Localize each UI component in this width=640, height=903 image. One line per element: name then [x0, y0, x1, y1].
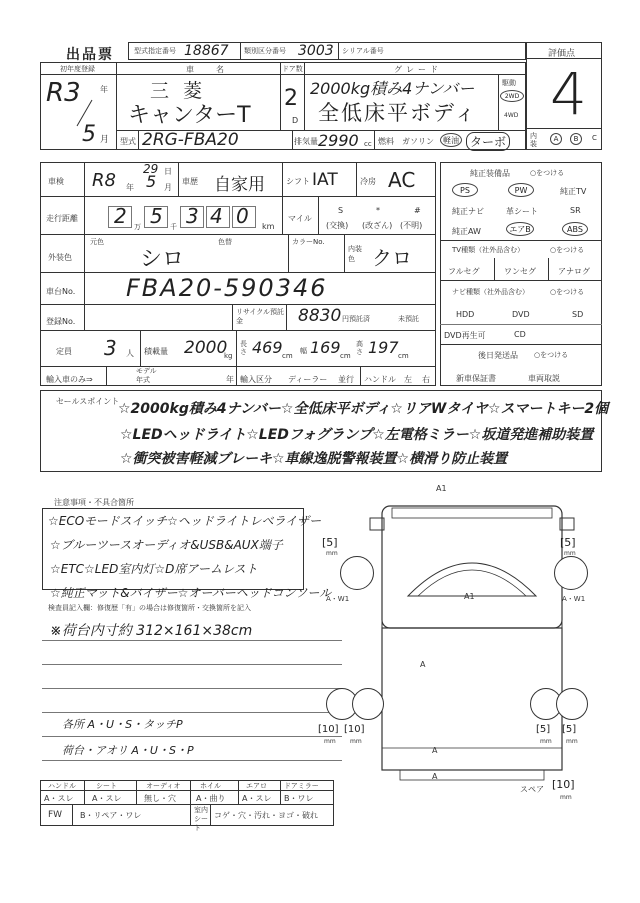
tv-hint: ○をつける [550, 246, 585, 254]
navi-sd: SD [572, 310, 584, 319]
model-year-label: モデル年式 [136, 367, 157, 384]
import-dealer: ディーラー [288, 375, 328, 384]
displacement: 2990 [318, 131, 359, 150]
divider [40, 304, 436, 305]
notes-line3: ☆ETC☆LED室内灯☆D席アームレスト [50, 562, 258, 576]
divider [286, 304, 287, 330]
vehicle-model: キャンターT [128, 103, 251, 128]
repair-note: 検査員記入欄：修復歴「有」の場合は修復箇所・交換箇所を記入 [48, 604, 251, 612]
turbo: ターボ [466, 132, 510, 151]
legend-fw-label: FW [48, 810, 63, 820]
sales-points-line2: ☆LEDヘッドライト☆LEDフォグランプ☆左電格ミラー☆坂道発進補助装置 [120, 427, 594, 443]
shift-label: シフト [286, 177, 310, 186]
category-number: 3003 [298, 43, 334, 59]
divider [190, 780, 191, 826]
legend-value-mirror: B・ワレ [284, 794, 314, 803]
doors-label: ドア数 [282, 65, 303, 73]
tv-title: TV種類（社外品含む） [452, 246, 525, 254]
load-unit: kg [224, 352, 233, 360]
color-label: 外装色 [48, 253, 72, 262]
recycle-unit: 円預託済 [342, 315, 370, 323]
door-type: D [292, 116, 299, 125]
divider [494, 258, 495, 280]
inspection-label: 車検 [48, 177, 64, 186]
navi-hint: ○をつける [550, 288, 585, 296]
divider [344, 234, 345, 272]
interior-score-label: 内装 [530, 132, 537, 148]
note-rule [42, 664, 342, 665]
divider [318, 196, 319, 234]
legend-value-audio: 無し・穴 [144, 794, 176, 803]
divider [210, 804, 211, 826]
first-reg-label: 初年度登録 [60, 65, 95, 73]
load-value: 2000 [184, 338, 228, 358]
tire-fr-depth: [5] [560, 536, 576, 549]
mileage-d1: 2 [114, 204, 127, 228]
notes-line6: 各所 A・U・S・タッチP [62, 718, 183, 731]
divider [282, 162, 283, 196]
fuel-gasoline: ガソリン [402, 137, 434, 146]
truck-diagram [340, 478, 600, 798]
mileage-d5: 0 [236, 204, 249, 228]
tire-front-left [340, 556, 374, 590]
legend-interior-value: コゲ・穴・汚れ・ヨゴ・破れ [214, 811, 318, 820]
spare-label: スペア [520, 785, 544, 794]
dmg-a1-top: A1 [436, 484, 447, 493]
grade-label: グレード [394, 65, 442, 74]
divider [40, 234, 436, 235]
divider [232, 304, 233, 330]
divider [238, 780, 239, 804]
inspection-month-unit: 月 [164, 183, 172, 192]
rear-bumper [400, 770, 544, 780]
inspection-day-unit: 日 [164, 167, 172, 176]
ac-label: 冷房 [360, 177, 376, 186]
interior-color-value: クロ [372, 246, 412, 270]
dmg-a-bed: A [420, 660, 426, 669]
tire-rr2-unit: mm [566, 738, 578, 745]
divider [280, 62, 281, 130]
tire-rr-value: 5 [539, 724, 547, 735]
dmg-a1-right: A・W1 [562, 595, 586, 603]
notes-line7: 荷台・アオリ A・U・S・P [62, 744, 194, 757]
width-label: 幅 [300, 347, 307, 355]
divider [40, 272, 436, 273]
recycle-status: 未預託 [398, 315, 419, 323]
tire-rear-right-outer [556, 688, 588, 720]
score-label: 評価点 [548, 49, 576, 59]
meter-unknown: (不明) [400, 221, 423, 230]
dmg-a1-left: A・W1 [326, 595, 350, 603]
equip-leather: 革シート [506, 207, 538, 216]
equip-navi: 純正ナビ [452, 207, 484, 216]
tire-rr-depth: [5] [536, 724, 551, 735]
sales-points-label: セールスポイント [56, 397, 120, 406]
legend-header-mirror: ドアミラー [284, 782, 319, 790]
retro-warranty: 新車保証書 [456, 374, 496, 383]
divider [40, 804, 334, 805]
divider [116, 74, 526, 75]
divider [40, 330, 436, 331]
tire-rl2-unit: mm [350, 738, 362, 745]
note-rule [42, 640, 342, 641]
equipment-hint: ○をつける [530, 169, 565, 177]
legend-header-seat: シート [96, 782, 117, 790]
length-label: 長さ [240, 340, 247, 356]
legend-header-wheel: ホイル [200, 782, 221, 790]
divider [240, 42, 241, 60]
color-value: シロ [140, 247, 185, 272]
spare-value: 10 [556, 778, 571, 791]
color-orig-label: 元色 [90, 238, 104, 246]
load-label: 積載量 [144, 347, 168, 356]
mileage-d4: 4 [210, 204, 223, 228]
navi-cd: CD [514, 330, 526, 339]
note-rule [42, 736, 342, 737]
sales-points-line3: ☆衝突被害軽減ブレーキ☆車線逸脱警報装置☆横滑り防止装置 [120, 451, 508, 467]
equip-airbag: エアB [506, 222, 534, 236]
tire-fr-value: 5 [564, 536, 572, 549]
equip-tv: 純正TV [560, 187, 587, 196]
tire-fl-depth: [5] [322, 536, 338, 549]
meter-star: * [376, 206, 380, 215]
import-label: 輸入車のみ⇒ [46, 375, 93, 384]
divider [360, 366, 361, 386]
divider [526, 128, 602, 129]
page-title: 出品票 [66, 47, 114, 63]
legend-value-handle: A・スレ [44, 794, 74, 803]
navi-dvd: DVD [512, 310, 530, 319]
divider [440, 280, 602, 281]
score-value: 4 [550, 60, 587, 128]
tv-oneseg: ワンセグ [504, 267, 536, 276]
doors-value: 2 [284, 86, 298, 111]
tire-rl2-value: 10 [347, 724, 361, 735]
equip-aw: 純正AW [452, 227, 481, 236]
height-label: 高さ [356, 340, 363, 356]
model-number: 18867 [184, 43, 229, 59]
divider [140, 330, 141, 366]
ac-value: AC [388, 168, 416, 192]
grade-line2: 全低床平ボディ [318, 101, 478, 125]
fuel-label: 燃料 [378, 137, 394, 146]
tire-rr-unit: mm [540, 738, 552, 745]
divider [280, 780, 281, 804]
equipment-title: 純正装備品 [470, 169, 510, 178]
model-year-unit: 年 [226, 375, 234, 384]
equip-pw: PW [508, 183, 534, 197]
divider [440, 240, 602, 241]
drive-4wd: 4WD [504, 112, 519, 119]
divider [236, 330, 237, 366]
mileage-u2: 千 [170, 223, 177, 231]
divider [178, 162, 179, 196]
usage-value: 自家用 [214, 175, 265, 195]
capacity-label: 定員 [56, 347, 72, 356]
meter-hash: # [414, 206, 421, 215]
legend-header-audio: オーディオ [146, 782, 181, 790]
mileage-u1: 万 [134, 223, 141, 231]
navi-dvd-play: DVD再生可 [444, 331, 486, 340]
legend-value-wheel: A・曲り [196, 794, 226, 803]
divider [138, 130, 139, 150]
capacity-value: 3 [104, 336, 117, 360]
tire-front-right [554, 556, 588, 590]
tire-rl-value: 10 [321, 724, 335, 735]
notes-line1: ☆ECOモードスイッチ☆ヘッドライトレベライザー [48, 514, 322, 528]
note-rule [42, 712, 342, 713]
handle-right: 右 [422, 375, 430, 384]
mileage-d3: 3 [186, 204, 199, 228]
first-reg-month: 5 [82, 122, 96, 147]
legend-interior-label: 室内シート [194, 806, 208, 832]
divider [374, 130, 375, 150]
drive-label: 駆動 [502, 79, 516, 87]
drive-2wd: 2WD [500, 90, 524, 102]
notes-line2: ☆ブルーツースオーディオ&USB&AUX端子 [50, 538, 283, 552]
divider [40, 366, 436, 367]
width-value: 169 [310, 338, 341, 357]
divider [288, 234, 289, 272]
equip-ps: PS [452, 183, 478, 197]
divider [72, 804, 73, 826]
tire-rr2-depth: [5] [562, 724, 577, 735]
import-parallel: 並行 [338, 375, 354, 384]
notes-line4: ☆純正マット&バイザー☆オーバーヘッドコンソール [50, 586, 332, 600]
notes-label: 注意事項・不具合箇所 [54, 498, 134, 507]
import-category-label: 輸入区分 [240, 375, 272, 384]
equip-abs: ABS [562, 222, 588, 236]
divider [356, 162, 357, 196]
first-reg-year: R3 [46, 78, 81, 108]
tire-fl-value: 5 [326, 536, 334, 549]
usage-label: 車歴 [182, 177, 198, 186]
model-number-label: 型式指定番号 [134, 47, 176, 55]
tire-fr-unit: mm [564, 550, 576, 557]
interior-score-a: A [550, 133, 562, 145]
divider [292, 130, 293, 150]
inspection-year-unit: 年 [126, 183, 134, 192]
fuel-diesel: 軽油 [440, 133, 462, 147]
model-type-label: 型式 [120, 137, 136, 146]
meter-swap: (交換) [326, 221, 349, 230]
first-reg-year-unit: 年 [100, 85, 108, 94]
sales-points-line1: ☆2000kg積み4ナンバー☆全低床平ボディ☆リアWタイヤ☆スマートキー2個 [118, 401, 609, 417]
divider [498, 74, 499, 130]
tire-fl-unit: mm [326, 550, 338, 557]
mileage-unit: km [262, 222, 275, 231]
legend-header-handle: ハンドル [48, 782, 76, 790]
length-value: 469 [252, 338, 283, 357]
divider [40, 74, 116, 75]
note-rule [42, 760, 342, 761]
divider [40, 196, 436, 197]
equip-sr: SR [570, 206, 581, 215]
divider [304, 62, 305, 130]
divider [236, 366, 237, 386]
recycle-label: リサイクル預託金 [236, 308, 285, 325]
mile-label: マイル [288, 214, 312, 223]
front-bumper [392, 508, 552, 518]
navi-title: ナビ種類（社外品含む） [452, 288, 529, 296]
spare-unit: mm [560, 794, 572, 801]
tire-rl2-depth: [10] [344, 724, 365, 735]
note-rule [42, 688, 342, 689]
inspection-day: 29 [143, 162, 159, 176]
mileage-d2: 5 [150, 204, 163, 228]
dmg-a1-mid: A1 [464, 592, 475, 601]
legend-fw-value: B・リペア・ワレ [80, 811, 142, 820]
chassis-value: FBA20-590346 [126, 274, 328, 302]
meter-tamper: (改ざん) [362, 221, 393, 230]
legend-header-aero: エアロ [246, 782, 267, 790]
inspection-month: 5 [146, 172, 157, 191]
retro-manual: 車両取説 [528, 374, 560, 383]
handle-left: 左 [404, 375, 412, 384]
mileage-label: 走行距離 [46, 214, 78, 223]
interior-score-c: C [592, 134, 597, 142]
color-change-label: 色替 [218, 238, 232, 246]
inspection-era: R8 [92, 170, 116, 191]
divider [548, 258, 549, 280]
capacity-unit: 人 [126, 349, 134, 358]
legend-value-seat: A・スレ [92, 794, 122, 803]
dmg-a-rear: A [432, 746, 438, 755]
divider [84, 780, 85, 804]
shift-value: IAT [312, 170, 338, 190]
divider [136, 780, 137, 804]
tire-rl-depth: [10] [318, 724, 339, 735]
retro-hint: ○をつける [534, 351, 569, 359]
notes-line5: ※荷台内寸約 312×161×38cm [50, 623, 253, 639]
displacement-label: 排気量 [294, 137, 318, 146]
dmg-a-rear2: A [432, 772, 438, 781]
handle-label: ハンドル [364, 375, 396, 384]
height-value: 197 [368, 338, 399, 357]
navi-hdd: HDD [456, 310, 475, 319]
first-reg-month-unit: 月 [100, 135, 110, 145]
divider [440, 344, 602, 345]
truck-cab-outline [382, 506, 562, 628]
vehicle-name-label: 車名 [186, 65, 246, 74]
divider [282, 196, 283, 234]
interior-color-label: 内装色 [348, 245, 362, 263]
tire-rear-left-inner [352, 688, 384, 720]
width-unit: cm [340, 352, 351, 360]
divider [116, 62, 117, 150]
vehicle-maker: 三菱 [150, 80, 217, 102]
divider [106, 366, 107, 386]
model-type: 2RG-FBA20 [142, 130, 239, 150]
length-unit: cm [282, 352, 293, 360]
tv-fullseg: フルセグ [448, 267, 480, 276]
recycle-amount: 8830 [298, 306, 342, 326]
spare-depth: [10] [552, 778, 575, 791]
legend-value-aero: A・スレ [242, 794, 272, 803]
interior-score-b: B [570, 133, 582, 145]
color-code-label: カラーNo. [292, 238, 325, 246]
chassis-label: 車台No. [46, 287, 76, 296]
grade-line1: 2000kg積み4ナンバー [310, 79, 475, 98]
tire-rl-unit: mm [324, 738, 336, 745]
registration-label: 登録No. [46, 317, 76, 326]
meter-s: S [338, 206, 344, 215]
category-label: 類別区分番号 [244, 47, 286, 55]
height-unit: cm [398, 352, 409, 360]
tire-rr2-value: 5 [565, 724, 573, 735]
divider [440, 324, 602, 325]
displacement-unit: cc [364, 140, 372, 148]
serial-label: シリアル番号 [342, 47, 384, 55]
divider [338, 42, 339, 60]
retro-title: 後日発送品 [478, 351, 518, 360]
tv-analog: アナログ [558, 267, 590, 276]
